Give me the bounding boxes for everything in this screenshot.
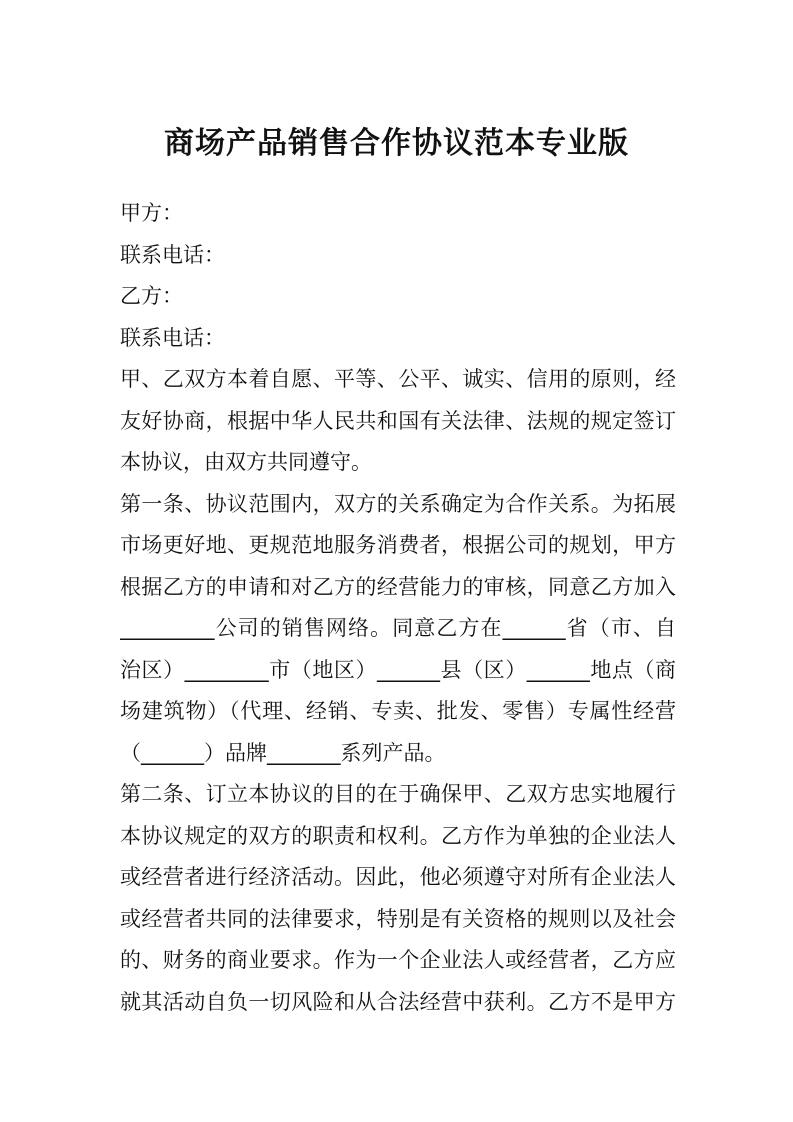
- document-body: [120, 193, 676, 1023]
- party-b-label: 乙方：: [120, 284, 183, 308]
- paragraph-line: 友好协商，根据中华人民共和国有关法律、法规的规定签订: [120, 408, 676, 433]
- paragraph-line: 或经营者共同的法律要求，特别是有关资格的规则以及社会: [120, 906, 676, 931]
- paragraph-line: 第二条、订立本协议的目的在于确保甲、乙双方忠实地履行: [120, 782, 676, 806]
- paragraph-line: 治区）________市（地区）______县（区）______地点（商: [120, 657, 676, 682]
- party-b-phone-label: 联系电话：: [120, 325, 225, 350]
- paragraph-line: 市场更好地、更规范地服务消费者，根据公司的规划，甲方: [120, 533, 676, 557]
- paragraph-line: （______）品牌_______系列产品。: [120, 740, 446, 765]
- paragraph-line: 甲、乙双方本着自愿、平等、公平、诚实、信用的原则，经: [120, 367, 676, 391]
- paragraph-line: 根据乙方的申请和对乙方的经营能力的审核，同意乙方加入: [120, 574, 676, 599]
- paragraph-line: _________公司的销售网络。同意乙方在______省（市、自: [120, 616, 676, 640]
- paragraph-line: 本协议规定的双方的职责和权利。乙方作为单独的企业法人: [120, 823, 676, 848]
- paragraph-line: 就其活动自负一切风险和从合法经营中获利。乙方不是甲方: [120, 989, 676, 1014]
- document-title: 商场产品销售合作协议范本专业版: [164, 126, 629, 161]
- party-a-label: 甲方：: [120, 201, 183, 225]
- paragraph-line: 的、财务的商业要求。作为一个企业法人或经营者，乙方应: [120, 948, 676, 972]
- paragraph-line: 或经营者进行经济活动。因此，他必须遵守对所有企业法人: [120, 865, 676, 889]
- paragraph-line: 第一条、协议范围内，双方的关系确定为合作关系。为拓展: [120, 491, 676, 516]
- paragraph-line: 场建筑物）（代理、经销、专卖、批发、零售）专属性经营: [120, 699, 676, 723]
- paragraph-line: 本协议，由双方共同遵守。: [120, 450, 372, 474]
- party-a-phone-label: 联系电话：: [120, 242, 225, 267]
